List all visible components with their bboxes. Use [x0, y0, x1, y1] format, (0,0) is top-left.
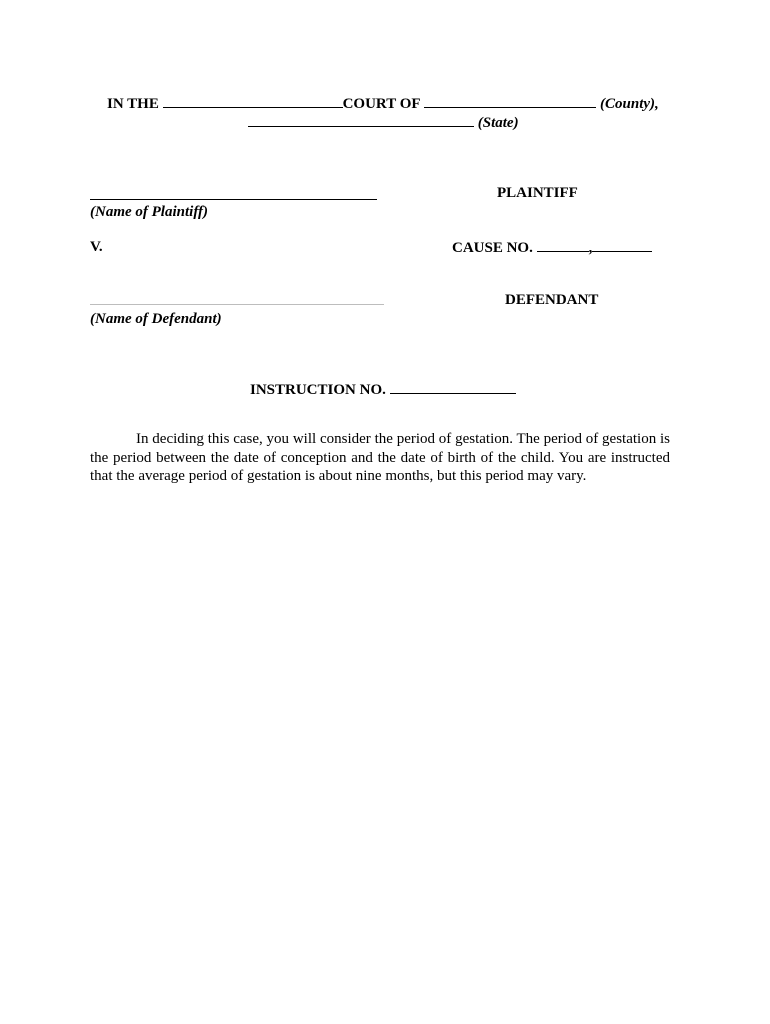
state-blank[interactable]	[248, 113, 474, 127]
defendant-name-line[interactable]	[90, 304, 384, 305]
plaintiff-name-label: (Name of Plaintiff)	[90, 204, 209, 220]
instruction-number-blank[interactable]	[390, 380, 516, 394]
cause-number-line	[452, 238, 652, 257]
in-the-label: IN THE	[107, 96, 159, 112]
defendant-name-label: (Name of Defendant)	[90, 311, 222, 327]
cause-no-label: CAUSE NO.	[452, 240, 533, 256]
county-blank[interactable]	[424, 94, 596, 108]
plaintiff-heading: PLAINTIFF	[497, 185, 578, 201]
instruction-body	[90, 430, 670, 486]
instruction-label: INSTRUCTION NO.	[250, 382, 386, 398]
court-name-blank[interactable]	[163, 94, 343, 108]
cause-number-blank-2[interactable]	[592, 238, 652, 252]
state-label: (State)	[477, 115, 519, 131]
court-of-label: COURT OF	[342, 96, 421, 112]
versus-label: V.	[90, 239, 103, 255]
state-caption-line	[248, 113, 519, 132]
county-label: (County),	[600, 96, 659, 112]
plaintiff-name-line[interactable]	[90, 199, 377, 200]
cause-number-blank-1[interactable]	[537, 238, 589, 252]
defendant-heading: DEFENDANT	[505, 292, 599, 308]
instruction-paragraph: In deciding this case, you will consider the period of gestation. The period of gestation is the period between the date of conception and the date of birth of the child. You are instructed that the average period of gestation is about nine months, but this period may vary.	[90, 431, 670, 484]
court-caption-line	[107, 94, 659, 113]
instruction-number-line	[250, 380, 516, 399]
cause-separator: ,	[588, 240, 593, 256]
